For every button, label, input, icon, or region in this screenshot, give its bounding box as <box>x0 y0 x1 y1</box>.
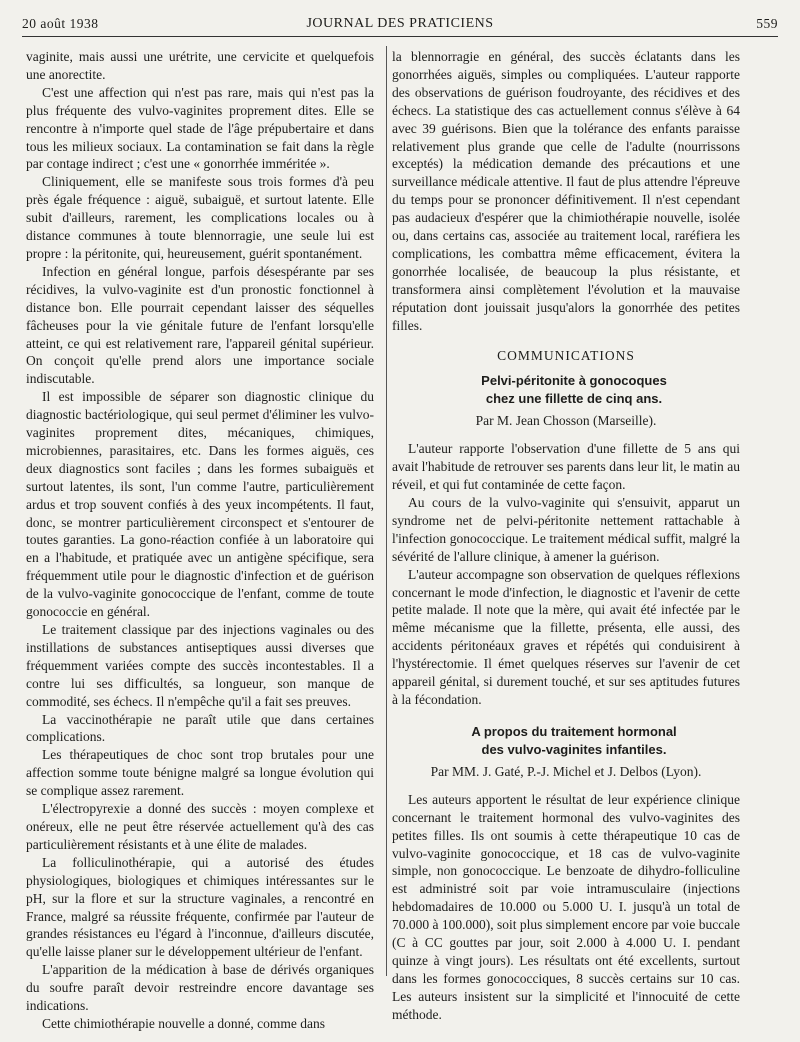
article-title: Pelvi-péritonite à gonocoques <box>481 373 667 389</box>
header-page-number: 559 <box>756 16 778 31</box>
paragraph: L'auteur accompagne son observation de quelques réflexions concernant le mode d'infection, le diagnostic et l'avenir de cette petite malade. Il note que la mère, qui avait été infectée par le même mécanisme que la fillette, présenta, elle aussi, des accidents péritonéaux graves et répétés qui conduisirent à l'hystérectomie. Il émet quelques réserves sur l'avenir de cet appareil génital, si durement touché, et sur ses aptitudes futures à la fécondation. <box>392 566 740 707</box>
paragraph: La vaccinothérapie ne paraît utile que dans certaines complications. <box>26 711 374 745</box>
article-title: des vulvo-vaginites infantiles. <box>481 741 667 757</box>
paragraph: Les auteurs apportent le résultat de leur expérience clinique concernant le traitement hormonal des vulvo-vaginites des petites filles. Ils ont soumis à cette thérapeutique 10 cas de vulvo-vaginite gonococcique, et 18 cas de vulvo-vaginite simple, non gonococcique. Le benzoate de dihydro-folliculine est administré soit par voie intramusculaire (injections hebdomadaires de 10.000 ou 5.000 U. I. jusqu'à un total de 70.000 à 100.000), soit plus simplement encore par voie buccale (C à CC gouttes par jour, soit 2.000 à 4.000 U. I. pendant quinze à vingt jours). Les résultats ont été excellents, surtout dans les formes gonococciques, 8 succès certains sur 10 cas. Les auteurs insistent sur la simplicité et l'innocuité de cette méthode. <box>392 791 740 1022</box>
running-header <box>22 12 778 36</box>
paragraph: Les thérapeutiques de choc sont trop brutales pour une affection somme toute bénigne malgré sa longue évolution qui se complique assez rarement. <box>26 747 374 799</box>
header-journal-title: JOURNAL DES PRATICIENS <box>306 16 494 31</box>
paragraph: L'auteur rapporte l'observation d'une fillette de 5 ans qui avait l'habitude de retrouver ses parents dans leur lit, le matin au réveil, et qui fut contaminée de cette façon. <box>392 441 740 493</box>
article-author: Par M. Jean Chosson (Marseille). <box>475 413 657 429</box>
paragraph: Au cours de la vulvo-vaginite qui s'ensuivit, apparut un syndrome net de pelvi-péritonite nettement rattachable à l'infection gonococcique. Le traitement médical suffit, malgré la sévérité de l'allure clinique, à amener la guérison. <box>392 495 740 564</box>
paragraph: C'est une affection qui n'est pas rare, mais qui n'est pas la plus fréquente des vulvo-vaginites proprement dites. Elle se rencontre à n'importe quel stade de l'âge prépubertaire et dans tous les milieux sociaux. La contamination se fait dans la règle par contage indirect ; c'est une « gonorrhée imméritée ». <box>26 84 374 172</box>
paragraph: vaginite, mais aussi une urétrite, une cervicite et quelquefois une anorectite. <box>26 49 374 82</box>
right-column <box>392 48 740 1024</box>
paragraph: Infection en général longue, parfois désespérante par ses récidives, la vulvo-vaginite est d'un pronostic fonctionnel à distance bon. Elle pourrait cependant laisser des séquelles fâcheuses pour la vie génitale future de l'enfant lorsqu'elle atteint, ce qui est relativement rare, l'appareil génital supérieur. On conçoit qu'elle prend alors une importance sociale indiscutable. <box>26 263 374 387</box>
section-heading: COMMUNICATIONS <box>497 347 635 363</box>
paragraph: Cliniquement, elle se manifeste sous trois formes d'à peu près égale fréquence : aiguë, subaiguë, et surtout latente. Elle subit d'ailleurs, rarement, les complications locales ou à distance communes à toute blennorragie, une seule lui est propre : la péritonite, qui, heureusement, guérit spontanément. <box>26 174 374 261</box>
paragraph: L'apparition de la médication à base de dérivés organiques du soufre paraît devoir restreindre encore davantage ses indications. <box>26 962 374 1014</box>
paragraph: La folliculinothérapie, qui a autorisé des études physiologiques, biologiques et chimiques intéressantes sur le pH, sur la flore et sur la structure vaginales, a rencontré en France, malgré sa réussite fréquente, confirmée par l'auteur de grandes résistances eu l'égard à l'inconnue, d'ailleurs discutée, qu'elle laisse planer sur le développement ultérieur de l'enfant. <box>26 854 374 960</box>
header-rule <box>22 36 778 37</box>
paragraph: Cette chimiothérapie nouvelle a donné, comme dans <box>42 1015 326 1031</box>
paragraph: L'électropyrexie a donné des succès : moyen complexe et onéreux, elle ne peut être réservée actuellement qu'à des cas particulièrement résistants et à une élite de malades. <box>26 801 374 852</box>
paragraph: la blennorragie en général, des succès éclatants dans les gonorrhées aiguës, simples ou compliquées. L'auteur rapporte des observations de guérison foudroyante, des récidives et des échecs. La statistique des cas actuellement connus s'élève à 64 avec 39 guérisons. Bien que la tolérance des enfants paraisse relativement plus grande que celle de l'adulte (nourrissons exceptés) la médication demande des précautions et une surveillance médicale attentive. Il faut de plus attendre l'épreuve du temps pour se prononcer définitivement. Il n'est cependant pas audacieux d'espérer que la chimiothérapie nouvelle, isolée ou, dans certains cas, associée au traitement local, raréfiera les complications, les combattra même efficacement, évitera la gonorrhée localisée, de beaucoup la plus résistante, et transformera ainsi complètement l'évolution et la mauvaise réputation dont jouissait jusqu'alors la gonorrhée des petites filles. <box>392 49 740 333</box>
article-title: chez une fillette de cinq ans. <box>485 391 663 407</box>
article-title: A propos du traitement hormonal <box>471 723 677 739</box>
article-author: Par MM. J. Gaté, P.-J. Michel et J. Delbos (Lyon). <box>430 763 702 779</box>
column-divider <box>386 46 387 976</box>
left-column <box>26 48 374 1033</box>
paragraph: Le traitement classique par des injections vaginales ou des instillations de substances antiseptiques aussi diverses que fréquemment variées compte des succès incontestables. Il a contre lui ses difficultés, sa longueur, son manque de commodité, ses échecs. Il n'empêche qu'il a fait ses preuves. <box>26 622 374 709</box>
header-date: 20 août 1938 <box>22 16 99 31</box>
paragraph: Il est impossible de séparer son diagnostic clinique du diagnostic bactériologique, qui seul permet d'éliminer les vulvo-vaginites proprement dites, mécaniques, chimiques, microbiennes, parasitaires, etc. Dans les formes aiguës, ces deux diagnostics sont faciles ; dans les formes subaiguës et surtout latentes, ils sont, l'un comme l'autre, particulièrement ardus et trop souvent confiés à des yeux incompétents. Il faut, donc, se montrer particulièrement circonspect et s'entourer de toutes garanties. La gono-réaction confiée à un laboratoire qui en a l'habitude, et pratiquée avec un antigène spécifique, sera fréquemment utile pour le diagnostic d'infection et de guérison de la vulvo-vaginite gonococcique de l'enfant, comme de toute gonococcie en général. <box>26 389 374 620</box>
